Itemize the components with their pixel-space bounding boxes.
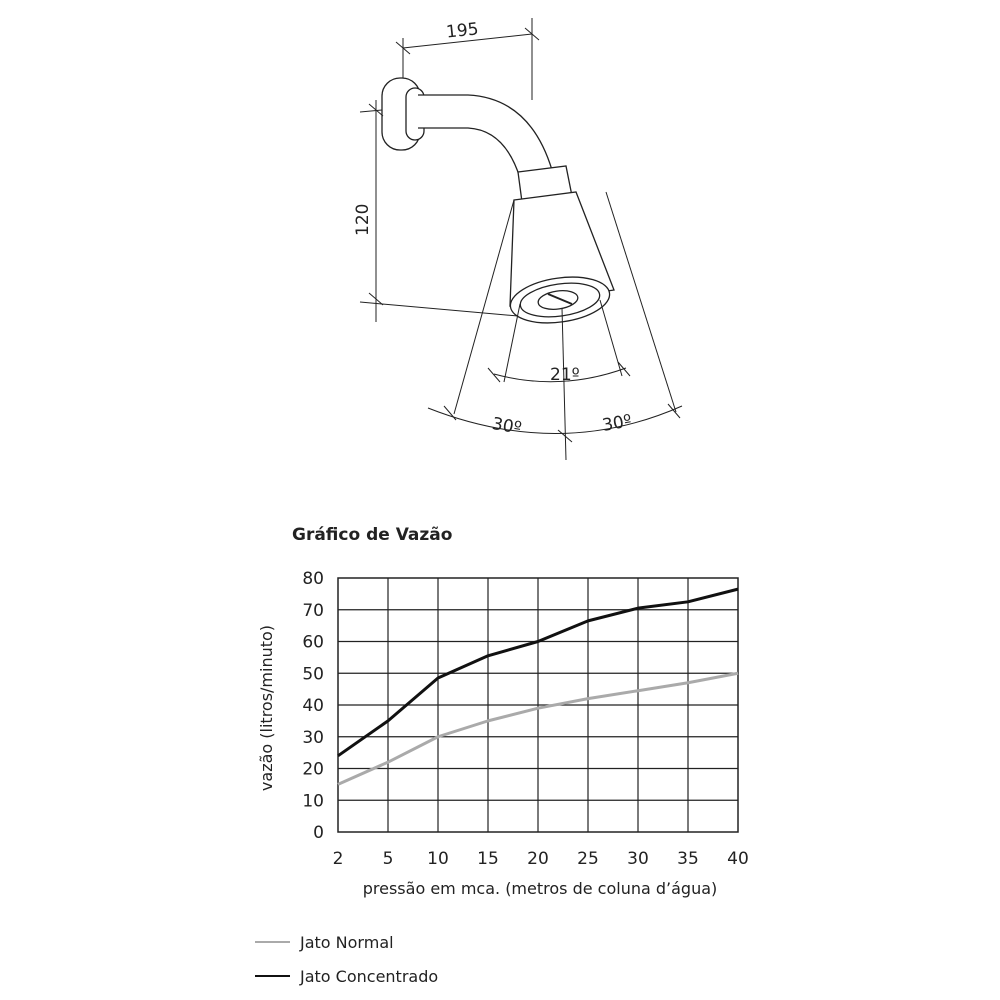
legend-label: Jato Concentrado — [300, 967, 439, 986]
flow-chart — [0, 480, 1000, 1000]
y-axis-title: vazão (litros/minuto) — [257, 624, 276, 792]
shower-arm — [418, 95, 552, 178]
chart-grid — [338, 578, 738, 832]
x-axis-title: pressão em mca. (metros de coluna d’água) — [362, 879, 718, 898]
angle-inner-label: 21º — [550, 365, 580, 385]
dim-height-label: 120 — [353, 203, 373, 236]
x-tick-label: 30 — [627, 849, 649, 869]
y-tick-label: 50 — [302, 664, 324, 685]
y-tick-label: 30 — [302, 727, 324, 748]
y-tick-label: 60 — [302, 632, 324, 653]
x-tick-label: 10 — [427, 849, 449, 869]
angle-right-label: 30º — [600, 411, 634, 436]
chart-legend — [255, 933, 438, 986]
y-tick-labels — [302, 569, 324, 843]
y-tick-label: 0 — [313, 823, 324, 843]
angle-left-label: 30º — [490, 414, 524, 439]
x-tick-label: 40 — [727, 849, 749, 869]
x-tick-label: 35 — [677, 849, 699, 869]
y-tick-label: 40 — [302, 696, 324, 716]
x-tick-label: 5 — [382, 849, 394, 869]
dim-width-label: 195 — [445, 19, 480, 43]
x-tick-label: 20 — [527, 849, 549, 869]
y-tick-label: 20 — [302, 759, 324, 780]
y-tick-label: 80 — [302, 569, 324, 589]
x-tick-label: 15 — [477, 849, 499, 869]
x-tick-labels — [333, 849, 749, 869]
x-tick-label: 25 — [577, 849, 599, 869]
shower-head-drawing — [0, 0, 1000, 480]
y-tick-label: 70 — [302, 600, 324, 621]
x-tick-label: 2 — [332, 849, 344, 869]
chart-title: Gráfico de Vazão — [292, 525, 453, 545]
legend-label: Jato Normal — [300, 933, 394, 952]
y-tick-label: 10 — [302, 791, 324, 812]
